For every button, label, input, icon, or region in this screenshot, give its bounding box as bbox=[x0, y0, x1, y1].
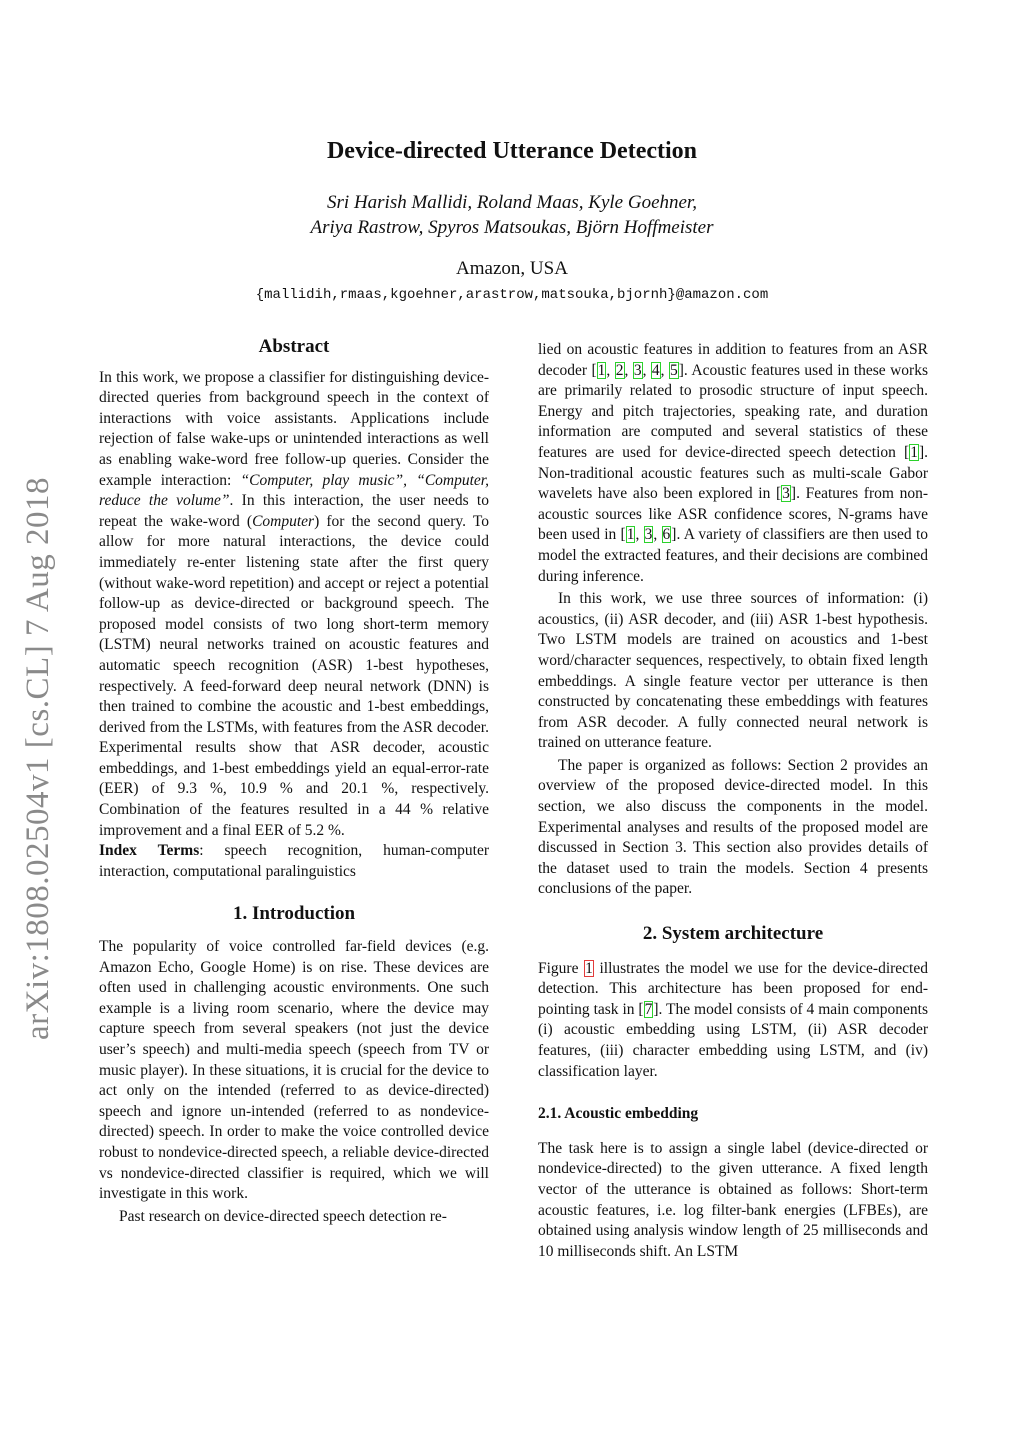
citation-link[interactable]: 6 bbox=[662, 526, 671, 544]
intro-paragraph-3: In this work, we use three sources of information: (i) acoustics, (ii) ASR decoder, and (iii) ASR 1-best hypothesis. Two LSTM models are trained on acoustics and 1-best word/character sequences, respectively, to obtain fixed length embeddings. A single feature vector per utterance is then constructed by concatenating these embeddings with features from ASR decoder. A fully connected neural network is trained on utterance feature. bbox=[538, 590, 928, 752]
citation-link[interactable]: 7 bbox=[644, 1000, 653, 1018]
citation-link[interactable]: 3 bbox=[644, 526, 653, 544]
system-text-c: ]. The model consists of 4 main components (i) acoustic embedding using LSTM, (ii) ASR decoder features, (iii) character embedding using LSTM, and (iv) classification layer. bbox=[538, 1000, 929, 1080]
author-list bbox=[0, 190, 1024, 240]
intro-paragraph-2-start: Past research on device-directed speech detection re- bbox=[119, 1207, 447, 1225]
citation-link[interactable]: 3 bbox=[782, 485, 790, 503]
citation-link[interactable]: 4 bbox=[651, 361, 660, 379]
intro-paragraph-2-continued: lied on acoustic features in addition to features from an ASR decoder [1, 2, 3, 4, 5]. Acoustic features used in these works are primarily related to prosodic structure of input speech. Energy and pitch trajectories, speaking rate, and duration information are computed and several statistics of these features are used for device-directed speech detection [1]. Non-traditional acoustic features such as multi-scale Gabor wavelets have also been explored in [3]. Features from non-acoustic sources like ASR confidence scores, N-grams have been used in [1, 3, 6]. A variety of classifiers are then used to model the extracted features, and their decisions are combined during inference. bbox=[538, 341, 929, 585]
abstract-computer-word: Computer bbox=[252, 512, 315, 530]
intro-text-c: ]. Non-traditional acoustic features such as multi-scale Gabor wavelets have also been explored in [ bbox=[538, 443, 928, 503]
citation-link[interactable]: 1 bbox=[910, 443, 918, 461]
system-architecture-heading: 2. System architecture bbox=[642, 923, 824, 945]
index-terms bbox=[99, 841, 489, 882]
citation-link[interactable]: 1 bbox=[597, 361, 606, 379]
abstract-text-b: . In this interaction, the user needs to repeat the wake-word ( bbox=[99, 492, 489, 530]
left-column bbox=[99, 337, 489, 1227]
intro-paragraph-4: The paper is organized as follows: Section 2 provides an overview of the proposed device-directed model. In this section, we also discuss the components in the model. Experimental analyses and results of the proposed model are discussed in Section 3. This section also provides details of the dataset used to train the models. Section 4 presents conclusions of the paper. bbox=[538, 756, 928, 898]
right-column bbox=[538, 340, 928, 1262]
index-terms-text: : speech recognition, human-computer interaction, computational paralinguistics bbox=[99, 842, 489, 880]
intro-paragraph-1: The popularity of voice controlled far-field devices (e.g. Amazon Echo, Google Home) is on rise. These devices are often used in challenging acoustic environments. One such example is a living room scenario, where the device may capture speech from several speakers (not just the device user’s speech) and multi-media speech (speech from TV or music player). In these situations, it is crucial for the device to act only on the intended (referred to as device-directed) speech and ignore un-intended (referred to as nondevice-directed) speech. In order to make the voice controlled device robust to nondevice-directed speech, a reliable device-directed vs nondevice-directed classifier is required, which we will investigate in this work. bbox=[99, 938, 489, 1203]
email-list: {mallidih,rmaas,kgoehner,arastrow,matsouka,bjornh}@amazon.com bbox=[255, 287, 769, 303]
abstract-quote: “Computer, play music”, “Computer, reduce the volume” bbox=[99, 471, 489, 510]
citation-link[interactable]: 5 bbox=[669, 361, 678, 379]
acoustic-embedding-paragraph: The task here is to assign a single label (device-directed or nondevice-directed) to the given utterance. A fixed length vector of the utterance is obtained as follows: Short-term acoustic features, i.e. log filter-bank energies (LFBEs), are obtained using analysis window length of 25 milliseconds and 10 milliseconds shift. An LSTM bbox=[538, 1139, 928, 1260]
introduction-heading: 1. Introduction bbox=[232, 903, 356, 925]
citation-link[interactable]: 3 bbox=[633, 361, 642, 379]
intro-text-b: ]. Acoustic features used in these works are primarily related to prosodic structure of input speech. Energy and pitch trajectories, speaking rate, and duration information are computed and several statistics of these features are used for device-directed speech detection [ bbox=[538, 361, 928, 461]
acoustic-embedding-heading: 2.1. Acoustic embedding bbox=[538, 1105, 699, 1123]
figure-link[interactable]: 1 bbox=[585, 959, 593, 977]
paper-title: Device-directed Utterance Detection bbox=[326, 138, 698, 164]
citation-link[interactable]: 2 bbox=[615, 361, 624, 379]
citation-link[interactable]: 1 bbox=[626, 526, 635, 544]
abstract-paragraph bbox=[99, 368, 489, 842]
authors-line-1: Sri Harish Mallidi, Roland Maas, Kyle Goehner, bbox=[327, 192, 697, 213]
system-text-b: illustrates the model we use for the device-directed detection. This architecture has been proposed for end-pointing task in [ bbox=[538, 959, 928, 1018]
abstract-text-a: In this work, we propose a classifier for distinguishing device-directed queries from background speech in the context of interactions with voice assistants. Applications include rejection of false wake-ups or unintended interactions as well as enabling wake-word free follow-up queries. Consider the example interaction: bbox=[99, 368, 489, 489]
abstract-text-c: ) for the second query. To allow for more natural interactions, the device could immediately re-enter listening state after the first query (without wake-word repetition) and accept or reject a potential follow-up as device-directed or background speech. The proposed model consists of two long short-term memory (LSTM) neural networks trained on acoustic features and automatic speech recognition (ASR) 1-best hypotheses, respectively. A feed-forward deep neural network (DNN) is then trained to combine the acoustic and 1-best embeddings, derived from the LSTMs, with features from the ASR decoder. Experimental results show that ASR decoder, acoustic embeddings, and 1-best embeddings yield an equal-error-rate (EER) of 9.3 %, 10.9 % and 20.1 %, respectively. Combination of the features resulted in a 44 % relative improvement and a final EER of 5.2 %. bbox=[99, 512, 489, 839]
affiliation: Amazon, USA bbox=[456, 258, 568, 279]
intro-text-d: ]. Features from non-acoustic sources like ASR confidence scores, N-grams have been used in [ bbox=[538, 485, 928, 544]
abstract-heading: Abstract bbox=[258, 336, 330, 357]
intro-text-a: lied on acoustic features in addition to features from an ASR decoder [ bbox=[538, 341, 928, 379]
authors-line-2: Ariya Rastrow, Spyros Matsoukas, Björn Hoffmeister bbox=[310, 217, 714, 238]
index-terms-label: Index Terms bbox=[99, 842, 200, 860]
intro-text-e: ]. A variety of classifiers are then used to model the extracted features, and their decisions are combined during inference. bbox=[538, 526, 929, 585]
system-text-a: Figure bbox=[538, 959, 585, 977]
arxiv-stamp: arXiv:1808.02504v1 [cs.CL] 7 Aug 2018 bbox=[20, 477, 56, 1040]
system-paragraph bbox=[538, 959, 928, 1083]
